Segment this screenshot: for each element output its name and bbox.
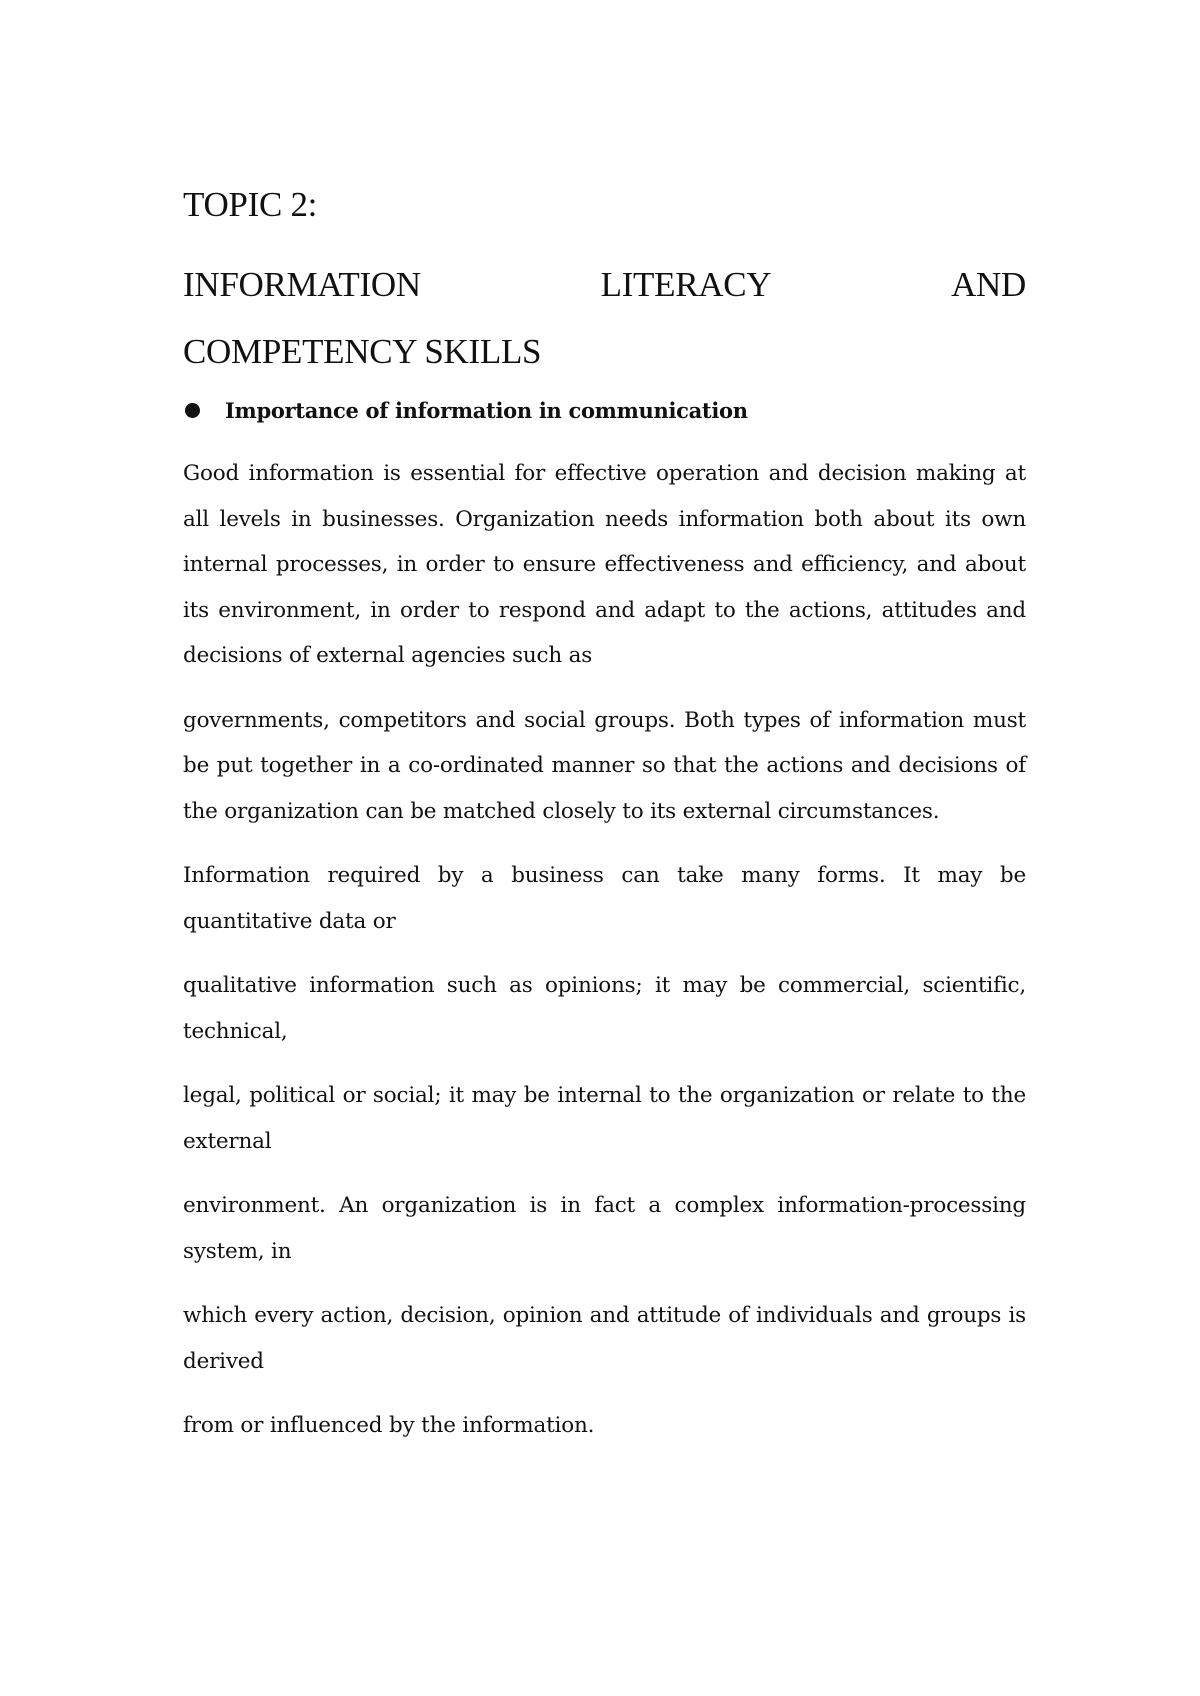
title-word: AND: [951, 265, 1026, 304]
paragraph: which every action, decision, opinion and attitude of individuals and groups is derived: [183, 1303, 1026, 1374]
title-word: LITERACY: [600, 265, 772, 304]
title-line-2: COMPETENCY SKILLS: [183, 332, 542, 371]
bullet-heading-text: Importance of information in communication: [225, 397, 748, 423]
paragraph: legal, political or social; it may be internal to the organization or relate to the external: [183, 1083, 1026, 1154]
paragraph: from or influenced by the information.: [183, 1413, 595, 1438]
bullet-heading: [183, 385, 1026, 435]
paragraph: Good information is essential for effective operation and decision making at all levels in businesses. Organization needs information both about its own internal processes, in order to ensure effectiveness and efficiency, and about its environment, in order to respond and adapt to the actions, attitudes and decisions of external agencies such as: [183, 461, 1026, 668]
paragraph: environment. An organization is in fact a complex information-processing system, in: [183, 1193, 1026, 1264]
title-word: INFORMATION: [183, 265, 421, 304]
paragraph: qualitative information such as opinions; it may be commercial, scientific, technical,: [183, 973, 1026, 1044]
document-title: [183, 251, 1026, 385]
paragraph: Information required by a business can take many forms. It may be quantitative data or: [183, 863, 1026, 934]
title-line-1: [183, 251, 1026, 318]
paragraph: governments, competitors and social groups. Both types of information must be put together in a co-ordinated manner so that the actions and decisions of the organization can be matched closely to its external circumstances.: [183, 707, 1026, 824]
bullet-icon: [185, 403, 200, 418]
document-page: [183, 185, 1026, 1449]
topic-label: TOPIC 2:: [183, 185, 318, 224]
